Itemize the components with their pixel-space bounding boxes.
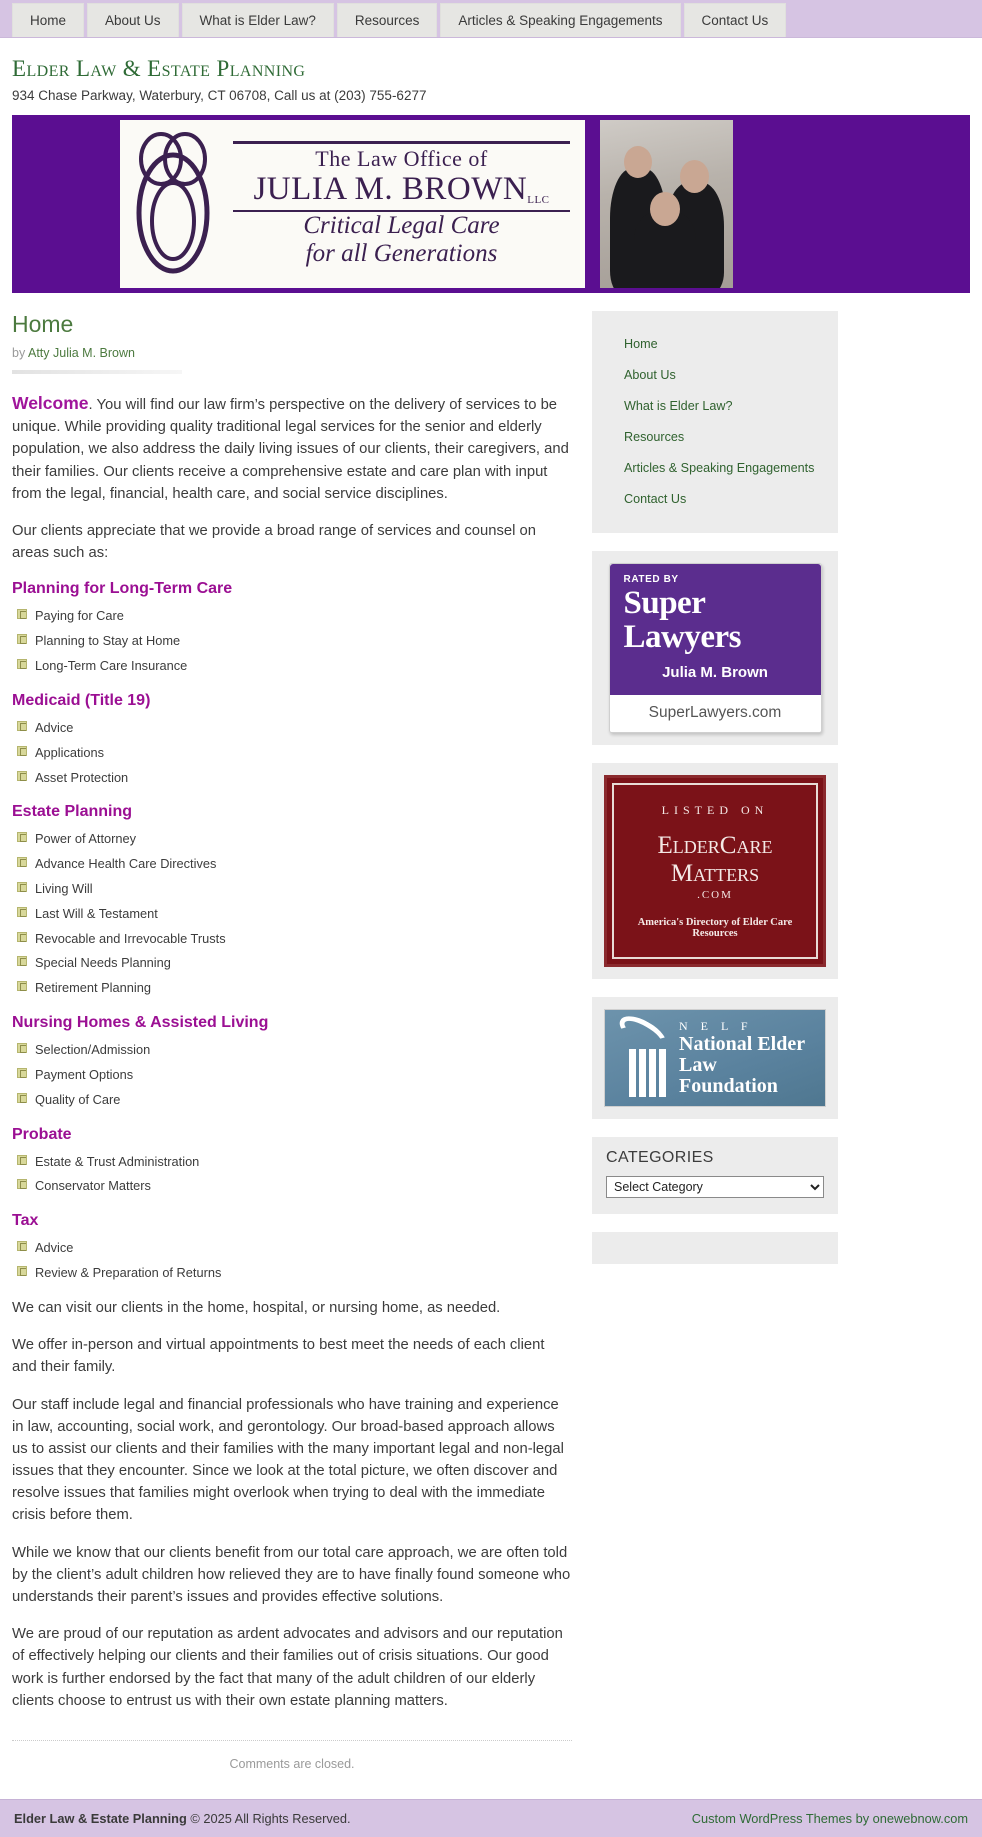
list-item-label: Quality of Care xyxy=(35,1091,121,1107)
nav-item-what-is-elder-law[interactable]: What is Elder Law? xyxy=(182,3,334,37)
super-lawyers-site-label: SuperLawyers.com xyxy=(610,693,821,732)
service-list-estate-planning xyxy=(12,829,572,998)
list-item xyxy=(12,606,572,626)
services-intro-paragraph: Our clients appreciate that we provide a broad range of services and counsel on areas such as: xyxy=(12,523,536,562)
list-item-label: Advice xyxy=(35,719,74,735)
page-bullet-icon xyxy=(17,1043,27,1053)
page-bullet-icon xyxy=(17,1241,27,1251)
section-heading-estate-planning: Estate Planning xyxy=(12,803,133,821)
site-title[interactable]: Elder Law & Estate Planning xyxy=(12,56,306,81)
comments-closed-notice: Comments are closed. xyxy=(229,1756,355,1771)
sidebar-link-resources[interactable]: Resources xyxy=(624,430,685,444)
list-item xyxy=(12,1090,572,1110)
list-item xyxy=(12,929,572,949)
nav-item-about-us[interactable]: About Us xyxy=(87,3,179,37)
section-heading-planning-for-long-term-care: Planning for Long-Term Care xyxy=(12,580,233,598)
list-item-label: Long-Term Care Insurance xyxy=(35,658,188,674)
list-item xyxy=(12,978,572,998)
list-item-label: Last Will & Testament xyxy=(35,905,158,921)
page-bullet-icon xyxy=(17,981,27,991)
categories-widget xyxy=(592,1137,838,1214)
intro-paragraph xyxy=(12,390,572,505)
list-item-label: Payment Options xyxy=(35,1066,134,1082)
sidebar-item-resources[interactable] xyxy=(608,422,822,453)
attorneys-photo xyxy=(600,120,733,288)
byline-by-label: by xyxy=(12,346,26,360)
eldercare-domain: .COM xyxy=(697,889,733,902)
logo-llc-suffix: LLC xyxy=(527,193,550,206)
page-bullet-icon xyxy=(17,1155,27,1165)
list-item-label: Estate & Trust Administration xyxy=(35,1153,200,1169)
page-title: Home xyxy=(12,311,74,337)
page-bullet-icon xyxy=(17,746,27,756)
main-menu xyxy=(12,0,789,37)
page-bullet-icon xyxy=(17,857,27,867)
paragraph-total-care: While we know that our clients benefit from our total care approach, we are often told by the client’s adult children how relieved they are to have finally found someone who understands their parent’s issues and provides effective solutions. xyxy=(12,1544,571,1605)
list-item xyxy=(12,743,572,763)
banner-container xyxy=(0,103,982,293)
list-item xyxy=(12,1152,572,1172)
section-heading-nursing-homes-assisted-living: Nursing Homes & Assisted Living xyxy=(12,1014,269,1032)
page-layout xyxy=(0,293,982,1795)
footer-copyright-text: © 2025 All Rights Reserved. xyxy=(190,1810,351,1826)
eldercare-matters-widget xyxy=(592,763,838,979)
footer-credit xyxy=(692,1811,968,1826)
list-item-label: Revocable and Irrevocable Trusts xyxy=(35,930,226,946)
list-item-label: Selection/Admission xyxy=(35,1042,151,1058)
paragraph-staff: Our staff include legal and financial professionals who have training and experience in law, accounting, social work, and gerontology. Our broad-based approach allows us to assist our clients and their families with the many important legal and non-legal issues that they encounter. Since we look at the total picture, we often discover and resolve issues that families might overlook when trying to deal with the immediate crisis before them. xyxy=(12,1396,564,1524)
nav-item-contact-us[interactable]: Contact Us xyxy=(684,3,787,37)
title-divider xyxy=(12,370,182,374)
page-bullet-icon xyxy=(17,932,27,942)
eldercare-name-line-1: ElderCare xyxy=(657,832,773,860)
list-item xyxy=(12,879,572,899)
page-bullet-icon xyxy=(17,882,27,892)
sidebar-item-home[interactable] xyxy=(608,329,822,360)
nelf-abbreviation: N E L F xyxy=(679,1019,753,1034)
sidebar xyxy=(592,311,838,1264)
page-bullet-icon xyxy=(17,1266,27,1276)
footer-copyright xyxy=(14,1811,351,1826)
page-bullet-icon xyxy=(17,956,27,966)
list-item xyxy=(12,1065,572,1085)
nelf-name-line-2: Law Foundation xyxy=(679,1054,778,1098)
page-bullet-icon xyxy=(17,721,27,731)
logo-tagline-line-2: for all Generations xyxy=(305,239,498,267)
empty-sidebar-widget xyxy=(592,1232,838,1264)
service-list-nursing-homes xyxy=(12,1040,572,1109)
logo-line-firm-name: JULIA M. $BROWN^{LLC}$ xyxy=(253,170,550,207)
page-bullet-icon xyxy=(17,832,27,842)
page-bullet-icon xyxy=(17,659,27,669)
footer-credit-link[interactable]: Custom WordPress Themes by onewebnow.com xyxy=(691,1810,968,1826)
section-heading-medicaid-title-19: Medicaid (Title 19) xyxy=(12,691,151,709)
nav-item-home[interactable]: Home xyxy=(12,3,84,37)
sidebar-link-articles[interactable]: Articles & Speaking Engagements xyxy=(624,461,815,475)
paragraph-reputation: We are proud of our reputation as ardent advocates and advisors and our reputation of effectively helping our clients and their families out of crisis situations. Our good work is further endorsed by the fact that many of the adult children of our elderly clients choose to entrust us with their own estate planning matters. xyxy=(12,1626,563,1709)
list-item xyxy=(12,656,572,676)
list-item-label: Advance Health Care Directives xyxy=(35,856,217,872)
logo-line-the-law-office-of: The Law Office of xyxy=(315,145,488,171)
page-bullet-icon xyxy=(17,634,27,644)
nelf-name-line-1: National Elder xyxy=(679,1033,806,1056)
page-bullet-icon xyxy=(17,1068,27,1078)
list-item-label: Conservator Matters xyxy=(35,1178,151,1194)
section-heading-tax: Tax xyxy=(12,1212,39,1230)
list-item-label: Special Needs Planning xyxy=(35,955,171,971)
eldercare-listed-on-label: LISTED ON xyxy=(661,803,769,818)
main-content xyxy=(12,311,572,1795)
list-item xyxy=(12,829,572,849)
service-list-tax xyxy=(12,1238,572,1283)
list-item xyxy=(12,631,572,651)
list-item-label: Paying for Care xyxy=(35,608,124,624)
page-bullet-icon xyxy=(17,1179,27,1189)
nelf-badge[interactable] xyxy=(604,1009,826,1107)
sidebar-item-contact-us[interactable] xyxy=(608,484,822,515)
site-description: 934 Chase Parkway, Waterbury, CT 06708, Call us at (203) 755-6277 xyxy=(12,88,427,103)
top-navigation-bar xyxy=(0,0,982,38)
super-lawyers-attorney-name: Julia M. Brown xyxy=(662,664,768,682)
byline-author-link[interactable]: Atty Julia M. Brown xyxy=(28,346,135,360)
monogram-icon xyxy=(128,129,220,279)
page-bullet-icon xyxy=(17,907,27,917)
law-office-logo xyxy=(120,120,585,288)
sidebar-menu xyxy=(608,325,822,519)
sidebar-link-contact-us[interactable]: Contact Us xyxy=(624,492,687,506)
sidebar-item-about-us[interactable] xyxy=(608,360,822,391)
super-lawyers-brand: Super Lawyers xyxy=(623,585,741,655)
site-header xyxy=(0,38,982,103)
list-item-label: Planning to Stay at Home xyxy=(35,633,181,649)
super-lawyers-badge[interactable] xyxy=(609,563,822,733)
eldercare-matters-badge[interactable] xyxy=(604,775,826,967)
footer-site-name: Elder Law & Estate Planning xyxy=(14,1810,187,1826)
list-item-label: Applications xyxy=(35,744,105,760)
list-item xyxy=(12,718,572,738)
list-item-label: Asset Protection xyxy=(35,769,129,785)
service-list-planning-for-long-term-care xyxy=(12,606,572,675)
nav-item-resources[interactable]: Resources xyxy=(337,3,438,37)
section-heading-probate: Probate xyxy=(12,1125,72,1143)
sidebar-item-articles-speaking-engagements[interactable] xyxy=(608,453,822,484)
categories-widget-title: CATEGORIES xyxy=(606,1149,714,1167)
list-item-label: Living Will xyxy=(35,881,93,896)
intro-paragraph-text: . You will find our law firm’s perspective on the delivery of services to be unique. While providing quality traditional legal services for the senior and elderly population, we also address the daily living issues of our clients, their caregivers, and their families. Our clients receive a comprehensive estate and care plan with input from the legal, financial, health care, and social service disciplines. xyxy=(12,397,569,502)
list-item xyxy=(12,854,572,874)
welcome-word: Welcome xyxy=(12,393,89,413)
list-item xyxy=(12,1238,572,1258)
sidebar-nav-widget xyxy=(592,311,838,533)
eldercare-tagline: America's Directory of Elder Care Resources xyxy=(637,917,793,940)
list-item-label: Retirement Planning xyxy=(35,980,151,996)
nelf-column-icon xyxy=(615,1019,671,1097)
list-item xyxy=(12,1040,572,1060)
sidebar-item-what-is-elder-law[interactable] xyxy=(608,391,822,422)
byline xyxy=(12,346,572,360)
paragraph-home-visits: We can visit our clients in the home, hospital, or nursing home, as needed. xyxy=(12,1299,501,1316)
list-item-label: Advice xyxy=(35,1240,74,1256)
service-list-probate xyxy=(12,1152,572,1197)
sidebar-link-about-us[interactable]: About Us xyxy=(624,368,676,382)
list-item xyxy=(12,1176,572,1196)
header-banner-image xyxy=(12,115,970,293)
logo-tagline-line-1: Critical Legal Care xyxy=(303,212,500,240)
sidebar-link-home[interactable]: Home xyxy=(624,337,658,351)
service-list-medicaid xyxy=(12,718,572,787)
page-bullet-icon xyxy=(17,1093,27,1103)
super-lawyers-rated-by-label: RATED BY xyxy=(623,574,679,585)
list-item xyxy=(12,904,572,924)
nav-item-articles-speaking-engagements[interactable]: Articles & Speaking Engagements xyxy=(440,3,680,37)
list-item xyxy=(12,768,572,788)
list-item xyxy=(12,953,572,973)
list-item xyxy=(12,1263,572,1283)
list-item-label: Power of Attorney xyxy=(35,831,137,847)
category-select[interactable] xyxy=(606,1176,824,1198)
page-bullet-icon xyxy=(17,771,27,781)
sidebar-link-what-is-elder-law[interactable]: What is Elder Law? xyxy=(624,399,733,413)
eldercare-name-line-2: Matters xyxy=(670,859,760,887)
page-bullet-icon xyxy=(17,609,27,619)
paragraph-appointments: We offer in-person and virtual appointments to best meet the needs of each client and their family. xyxy=(12,1337,545,1376)
list-item-label: Review & Preparation of Returns xyxy=(35,1265,222,1281)
nelf-widget xyxy=(592,997,838,1119)
super-lawyers-widget xyxy=(592,551,838,745)
